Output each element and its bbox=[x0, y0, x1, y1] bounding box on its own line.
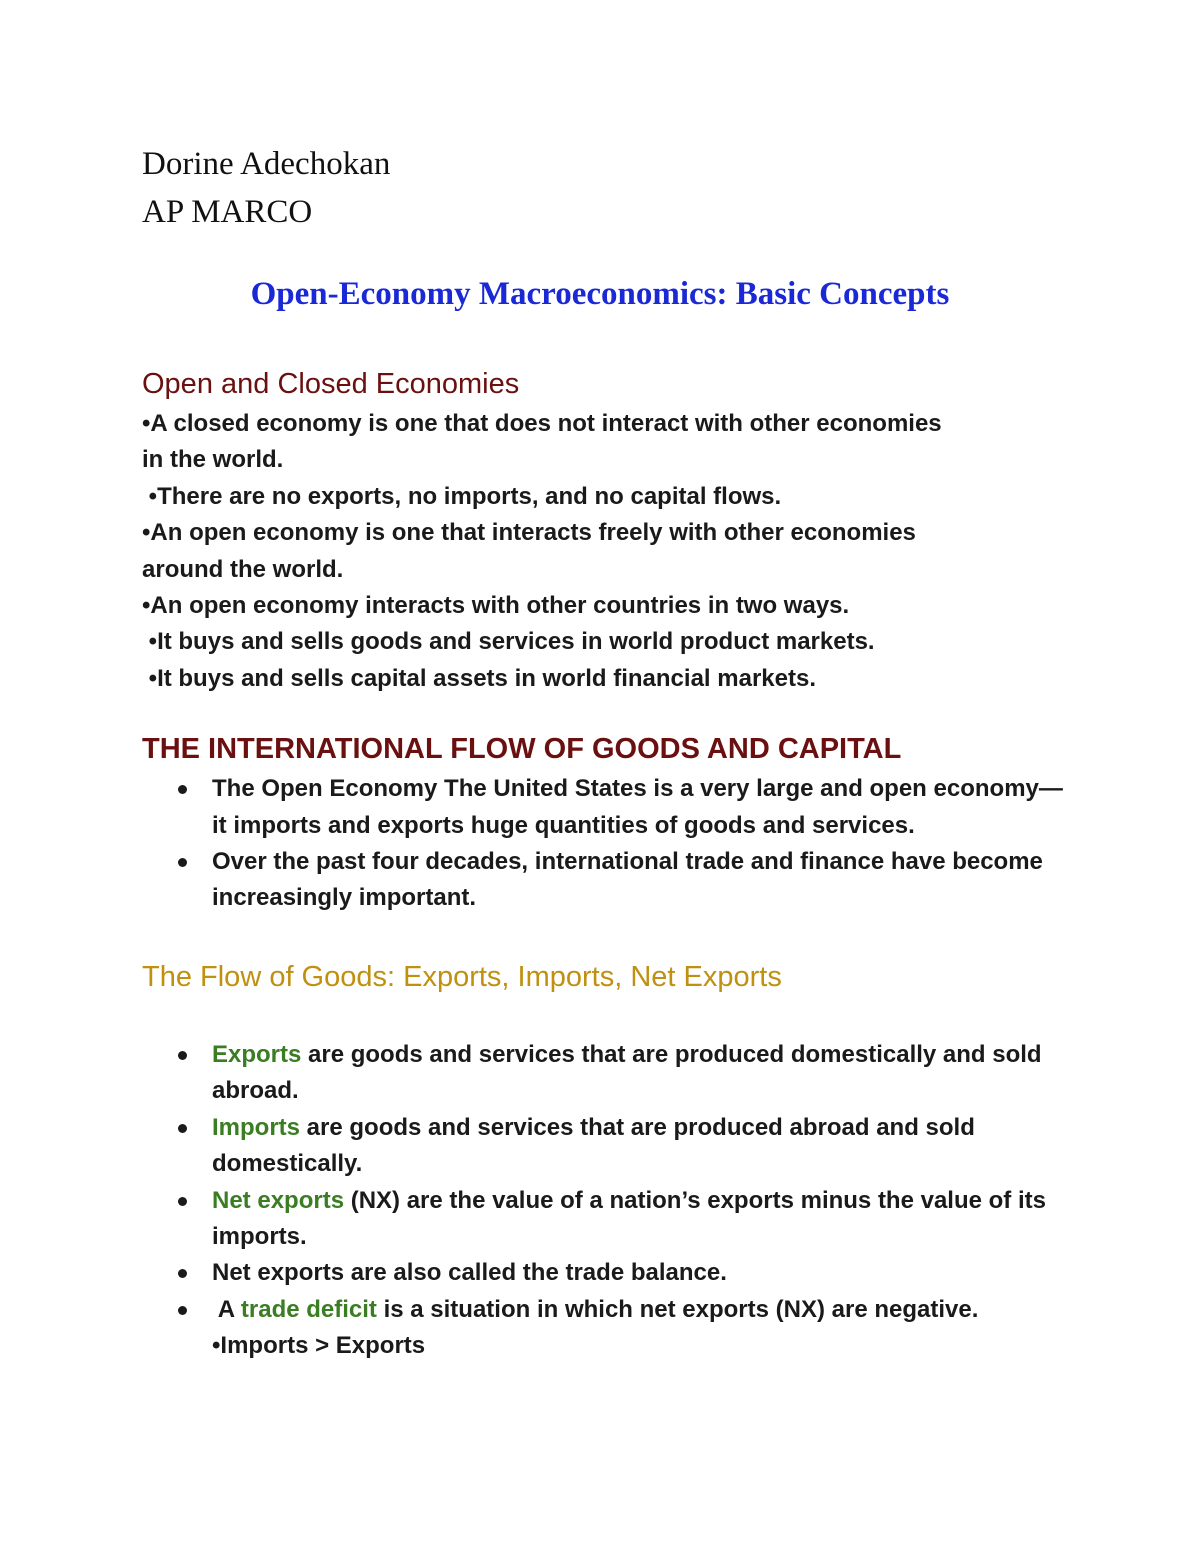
list-item-text: are goods and services that are produced abroad and sold domestically. bbox=[212, 1113, 975, 1178]
document-body bbox=[142, 362, 1072, 1365]
list-item-text: A bbox=[212, 1295, 241, 1323]
list-item-text: The Open Economy The United States is a very large and open economy—it imports and exports huge quantities of goods and services. bbox=[212, 775, 1063, 839]
section-open-closed-text bbox=[142, 406, 1072, 697]
list-item bbox=[212, 1292, 1072, 1365]
bullet-dot-icon bbox=[178, 1197, 187, 1206]
author-name: Dorine Adechokan bbox=[142, 146, 391, 182]
text-line: •There are no exports, no imports, and no capital flows. bbox=[142, 482, 782, 510]
list-item bbox=[212, 1183, 1072, 1256]
bullet-list-international-flow bbox=[142, 771, 1072, 917]
term-imports: Imports bbox=[212, 1113, 301, 1141]
text-line: •A closed economy is one that does not interact with other economies bbox=[142, 410, 942, 437]
course-name: AP MARCO bbox=[142, 194, 313, 230]
list-item-text: are goods and services that are produced domestically and sold abroad. bbox=[212, 1040, 1042, 1105]
document-title: Open-Economy Macroeconomics: Basic Concepts bbox=[250, 276, 950, 312]
list-item-text: Net exports are also called the trade balance. bbox=[212, 1259, 727, 1287]
text-line: in the world. bbox=[142, 446, 284, 474]
list-item bbox=[212, 1255, 1072, 1291]
text-line: •An open economy interacts with other countries in two ways. bbox=[142, 592, 850, 620]
list-item bbox=[212, 1110, 1072, 1183]
document-header bbox=[142, 140, 390, 236]
bullet-dot-icon bbox=[178, 1124, 187, 1133]
bullet-dot-icon bbox=[178, 1051, 187, 1060]
list-item bbox=[212, 771, 1072, 844]
text-line: •It buys and sells goods and services in world product markets. bbox=[142, 628, 875, 656]
term-net-exports: Net exports bbox=[212, 1186, 345, 1214]
section-heading-flow-of-goods: The Flow of Goods: Exports, Imports, Net Exports bbox=[142, 960, 782, 993]
term-trade-deficit: trade deficit bbox=[240, 1295, 377, 1323]
bullet-dot-icon bbox=[178, 1306, 187, 1315]
list-item bbox=[212, 844, 1072, 917]
list-item bbox=[212, 1037, 1072, 1110]
text-line: •It buys and sells capital assets in world financial markets. bbox=[142, 664, 816, 692]
section-heading-open-closed: Open and Closed Economies bbox=[142, 368, 520, 400]
text-line: around the world. bbox=[142, 555, 344, 583]
text-line: •An open economy is one that interacts freely with other economies bbox=[142, 519, 916, 547]
section-heading-international-flow: THE INTERNATIONAL FLOW OF GOODS AND CAPITAL bbox=[142, 733, 902, 766]
bullet-dot-icon bbox=[178, 858, 187, 867]
bullet-list-flow-of-goods bbox=[142, 1037, 1072, 1365]
list-item-text: is a situation in which net exports (NX) are negative. •Imports > Exports bbox=[212, 1295, 979, 1360]
bullet-dot-icon bbox=[178, 785, 187, 794]
list-item-text: Over the past four decades, international trade and finance have become increasingly important. bbox=[212, 848, 1043, 912]
term-exports: Exports bbox=[212, 1040, 302, 1068]
bullet-dot-icon bbox=[178, 1269, 187, 1278]
list-item-text: (NX) are the value of a nation’s exports minus the value of its imports. bbox=[212, 1186, 1046, 1250]
